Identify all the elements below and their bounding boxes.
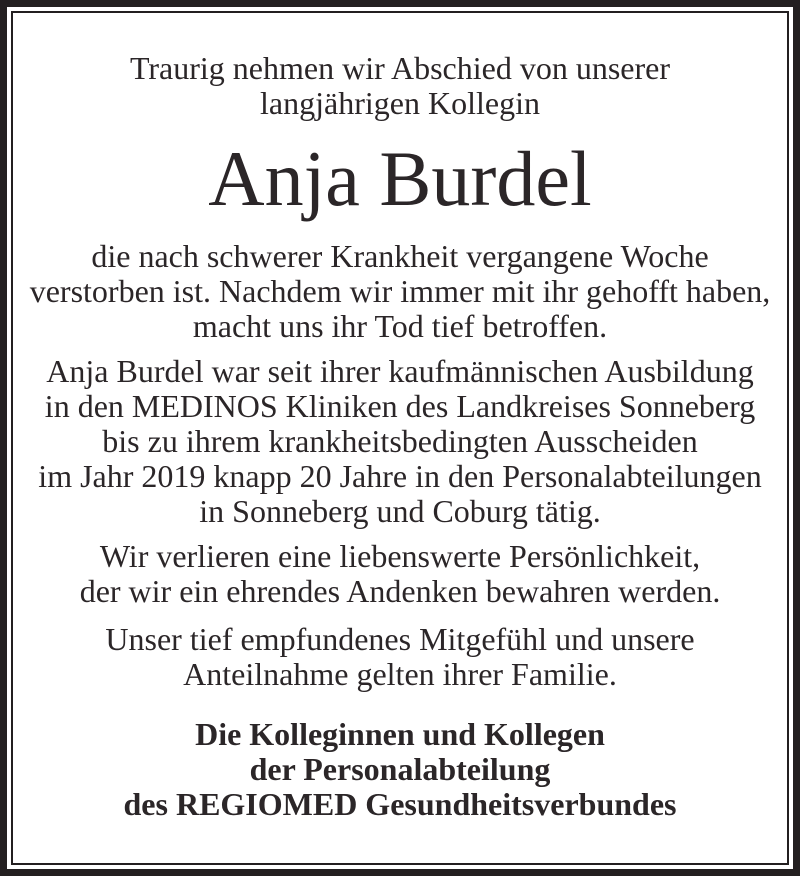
signature-block — [13, 717, 787, 822]
signature-line-2: der Personalabteilung — [249, 751, 551, 787]
obituary-notice-inner-border — [11, 11, 789, 865]
signature-line-3: des REGIOMED Gesundheitsverbundes — [123, 786, 677, 822]
obituary-paragraph-4 — [13, 622, 787, 692]
intro-text — [13, 51, 787, 121]
signature-line-1: Die Kolleginnen und Kollegen — [195, 716, 605, 752]
paragraph-3-line-2: der wir ein ehrendes Andenken bewahren werden. — [79, 573, 721, 609]
intro-line-2: langjährigen Kollegin — [260, 85, 540, 121]
obituary-content — [13, 13, 787, 863]
paragraph-4-line-1: Unser tief empfundenes Mitgefühl und unsere — [105, 621, 695, 657]
paragraph-3-line-1: Wir verlieren eine liebenswerte Persönlichkeit, — [99, 538, 701, 574]
obituary-paragraph-1 — [13, 239, 787, 344]
deceased-name: Anja Burdel — [208, 135, 592, 222]
paragraph-2-line-4: im Jahr 2019 knapp 20 Jahre in den Personalabteilungen — [38, 458, 762, 494]
paragraph-2-line-3: bis zu ihrem krankheitsbedingten Ausscheiden — [102, 423, 698, 459]
paragraph-2-line-2: in den MEDINOS Kliniken des Landkreises Sonneberg — [44, 388, 756, 424]
paragraph-2-line-5: in Sonneberg und Coburg tätig. — [199, 493, 601, 529]
paragraph-1-line-1: die nach schwerer Krankheit vergangene Woche — [91, 238, 709, 274]
paragraph-4-line-2: Anteilnahme gelten ihrer Familie. — [183, 656, 617, 692]
intro-line-1: Traurig nehmen wir Abschied von unserer — [129, 50, 671, 86]
obituary-paragraph-3 — [13, 539, 787, 609]
obituary-paragraph-2 — [13, 354, 787, 529]
paragraph-1-line-3: macht uns ihr Tod tief betroffen. — [192, 308, 608, 344]
paragraph-2-line-1: Anja Burdel war seit ihrer kaufmännischen Ausbildung — [46, 353, 754, 389]
paragraph-1-line-2: verstorben ist. Nachdem wir immer mit ihr gehofft haben, — [29, 273, 771, 309]
